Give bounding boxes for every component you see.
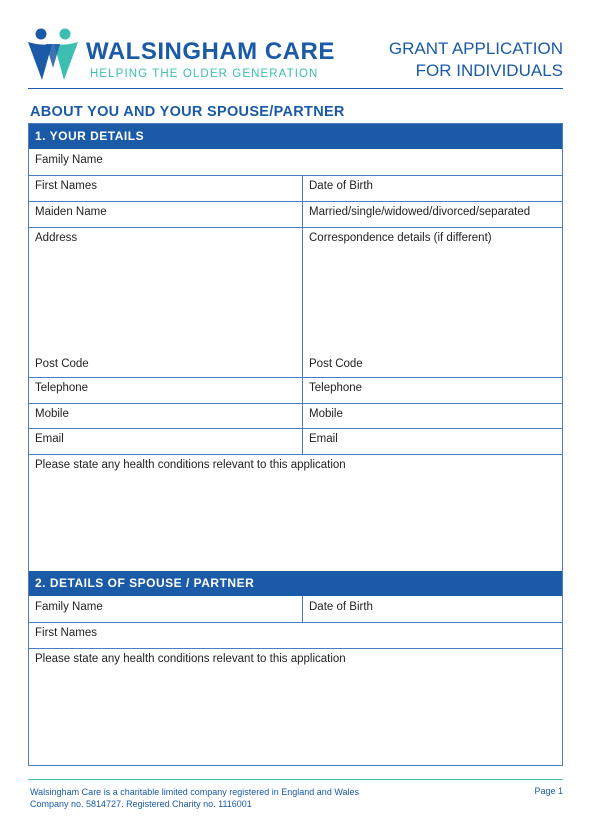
marital-status-field[interactable]: Married/single/widowed/divorced/separated	[309, 206, 531, 218]
column-divider	[302, 175, 303, 454]
email-field[interactable]: Email	[35, 433, 64, 445]
section-2-band: 2. DETAILS OF SPOUSE / PARTNER	[29, 571, 562, 596]
health-conditions-field[interactable]: Please state any health conditions relevant to this application	[35, 459, 346, 471]
document-title-line2: FOR INDIVIDUALS	[415, 61, 563, 80]
header-divider	[28, 88, 563, 89]
spouse-family-name-field[interactable]: Family Name	[35, 601, 103, 613]
section-1-band: 1. YOUR DETAILS	[29, 124, 562, 149]
maiden-name-field[interactable]: Maiden Name	[35, 206, 107, 218]
document-title	[389, 38, 563, 82]
mobile-field[interactable]: Mobile	[35, 408, 69, 420]
footer-line1: Walsingham Care is a charitable limited company registered in England and Wales	[30, 787, 359, 797]
application-form	[28, 123, 563, 766]
section-heading: ABOUT YOU AND YOUR SPOUSE/PARTNER	[30, 104, 345, 120]
spouse-first-names-field[interactable]: First Names	[35, 627, 97, 639]
page-header	[0, 0, 591, 92]
correspondence-email-field[interactable]: Email	[309, 433, 338, 445]
correspondence-mobile-field[interactable]: Mobile	[309, 408, 343, 420]
brand-tagline: HELPING THE OLDER GENERATION	[90, 68, 319, 80]
logo-icon	[28, 28, 78, 82]
document-title-line1: GRANT APPLICATION	[388, 39, 563, 58]
telephone-field[interactable]: Telephone	[35, 382, 89, 394]
spouse-health-conditions-field[interactable]: Please state any health conditions relevant to this application	[35, 653, 346, 665]
brand-name: WALSINGHAM CARE	[86, 38, 335, 65]
footer-line2: Company no. 5814727. Registered Charity no. 1116001	[30, 799, 252, 809]
family-name-field[interactable]: Family Name	[35, 154, 103, 166]
date-of-birth-field[interactable]: Date of Birth	[309, 180, 373, 192]
post-code-field[interactable]: Post Code	[35, 358, 89, 370]
first-names-field[interactable]: First Names	[35, 180, 97, 192]
footer-divider	[28, 779, 563, 780]
address-field[interactable]: Address	[35, 232, 78, 244]
correspondence-post-code-field[interactable]: Post Code	[309, 358, 363, 370]
spouse-date-of-birth-field[interactable]: Date of Birth	[309, 601, 373, 613]
footer-legal	[30, 786, 359, 810]
column-divider	[302, 596, 303, 622]
correspondence-field[interactable]: Correspondence details (if different)	[309, 232, 492, 244]
page-number: Page 1	[534, 786, 563, 796]
correspondence-telephone-field[interactable]: Telephone	[309, 382, 363, 394]
